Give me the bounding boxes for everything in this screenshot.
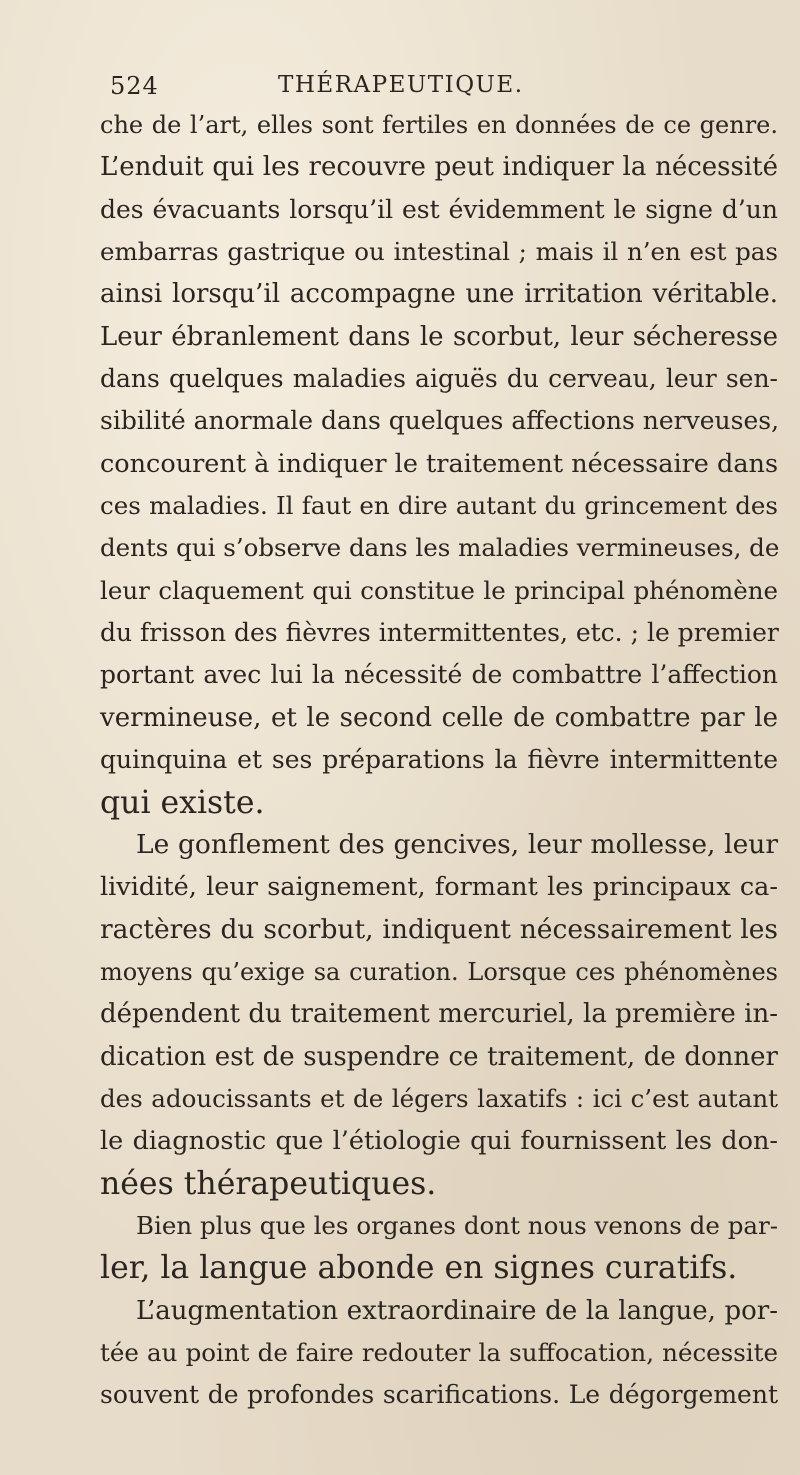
- text-line: L’augmentation extraordinaire de la langue, por-: [136, 1295, 778, 1326]
- text-line: qui existe.: [100, 784, 265, 821]
- text-line: dépendent du traitement mercuriel, la première in-: [100, 999, 778, 1030]
- text-line: vermineuse, et le second celle de combattre par le: [100, 702, 778, 733]
- text-line: portant avec lui la nécessité de combattre l’affection: [100, 660, 778, 690]
- text-line: sibilité anormale dans quelques affections nerveuses,: [100, 406, 780, 436]
- text-line: souvent de profondes scarifications. Le dégorgement: [100, 1380, 778, 1410]
- text-line: nées thérapeutiques.: [100, 1165, 437, 1202]
- text-line: dents qui s’observe dans les maladies vermineuses, de: [100, 533, 780, 563]
- body-text: [100, 104, 778, 1417]
- text-line: tée au point de faire redouter la suffocation, nécessite: [100, 1337, 778, 1367]
- text-line: des adoucissants et de légers laxatifs : ici c’est autant: [100, 1083, 778, 1113]
- text-line: du frisson des fièvres intermittentes, etc. ; le premier: [100, 618, 779, 648]
- text-line: ractères du scorbut, indiquent nécessairement les: [100, 913, 778, 945]
- text-line: des évacuants lorsqu’il est évidemment le signe d’un: [100, 194, 778, 224]
- text-line: lividité, leur saignement, formant les principaux ca-: [100, 872, 778, 903]
- text-line: concourent à indiquer le traitement nécessaire dans: [100, 448, 779, 479]
- page-header: [110, 72, 630, 108]
- text-line: che de l’art, elles sont fertiles en données de ce genre.: [100, 111, 778, 139]
- text-line: ainsi lorsqu’il accompagne une irritation véritable.: [100, 279, 778, 310]
- text-line: moyens qu’exige sa curation. Lorsque ces phénomènes: [100, 957, 778, 986]
- text-line: quinquina et ses préparations la fièvre intermittente: [100, 745, 778, 775]
- text-line: dication est de suspendre ce traitement, de donner: [100, 1041, 778, 1072]
- text-line: L’enduit qui les recouvre peut indiquer la nécessité: [100, 152, 778, 183]
- text-line: ler, la langue abonde en signes curatifs.: [100, 1250, 738, 1287]
- text-line: Le gonflement des gencives, leur mollesse, leur: [136, 828, 778, 860]
- text-line: le diagnostic que l’étiologie qui fournissent les don-: [100, 1126, 778, 1157]
- page-number: 524: [110, 72, 159, 100]
- text-line: embarras gastrique ou intestinal ; mais il n’en est pas: [100, 237, 778, 267]
- running-title: THÉRAPEUTIQUE.: [278, 72, 524, 98]
- text-line: leur claquement qui constitue le principal phénomène: [100, 575, 778, 605]
- text-line: ces maladies. Il faut en dire autant du grincement des: [100, 491, 778, 521]
- text-line: Leur ébranlement dans le scorbut, leur sécheresse: [100, 321, 778, 352]
- text-line: Bien plus que les organes dont nous venons de par-: [136, 1210, 778, 1240]
- text-line: dans quelques maladies aiguës du cerveau, leur sen-: [100, 364, 778, 394]
